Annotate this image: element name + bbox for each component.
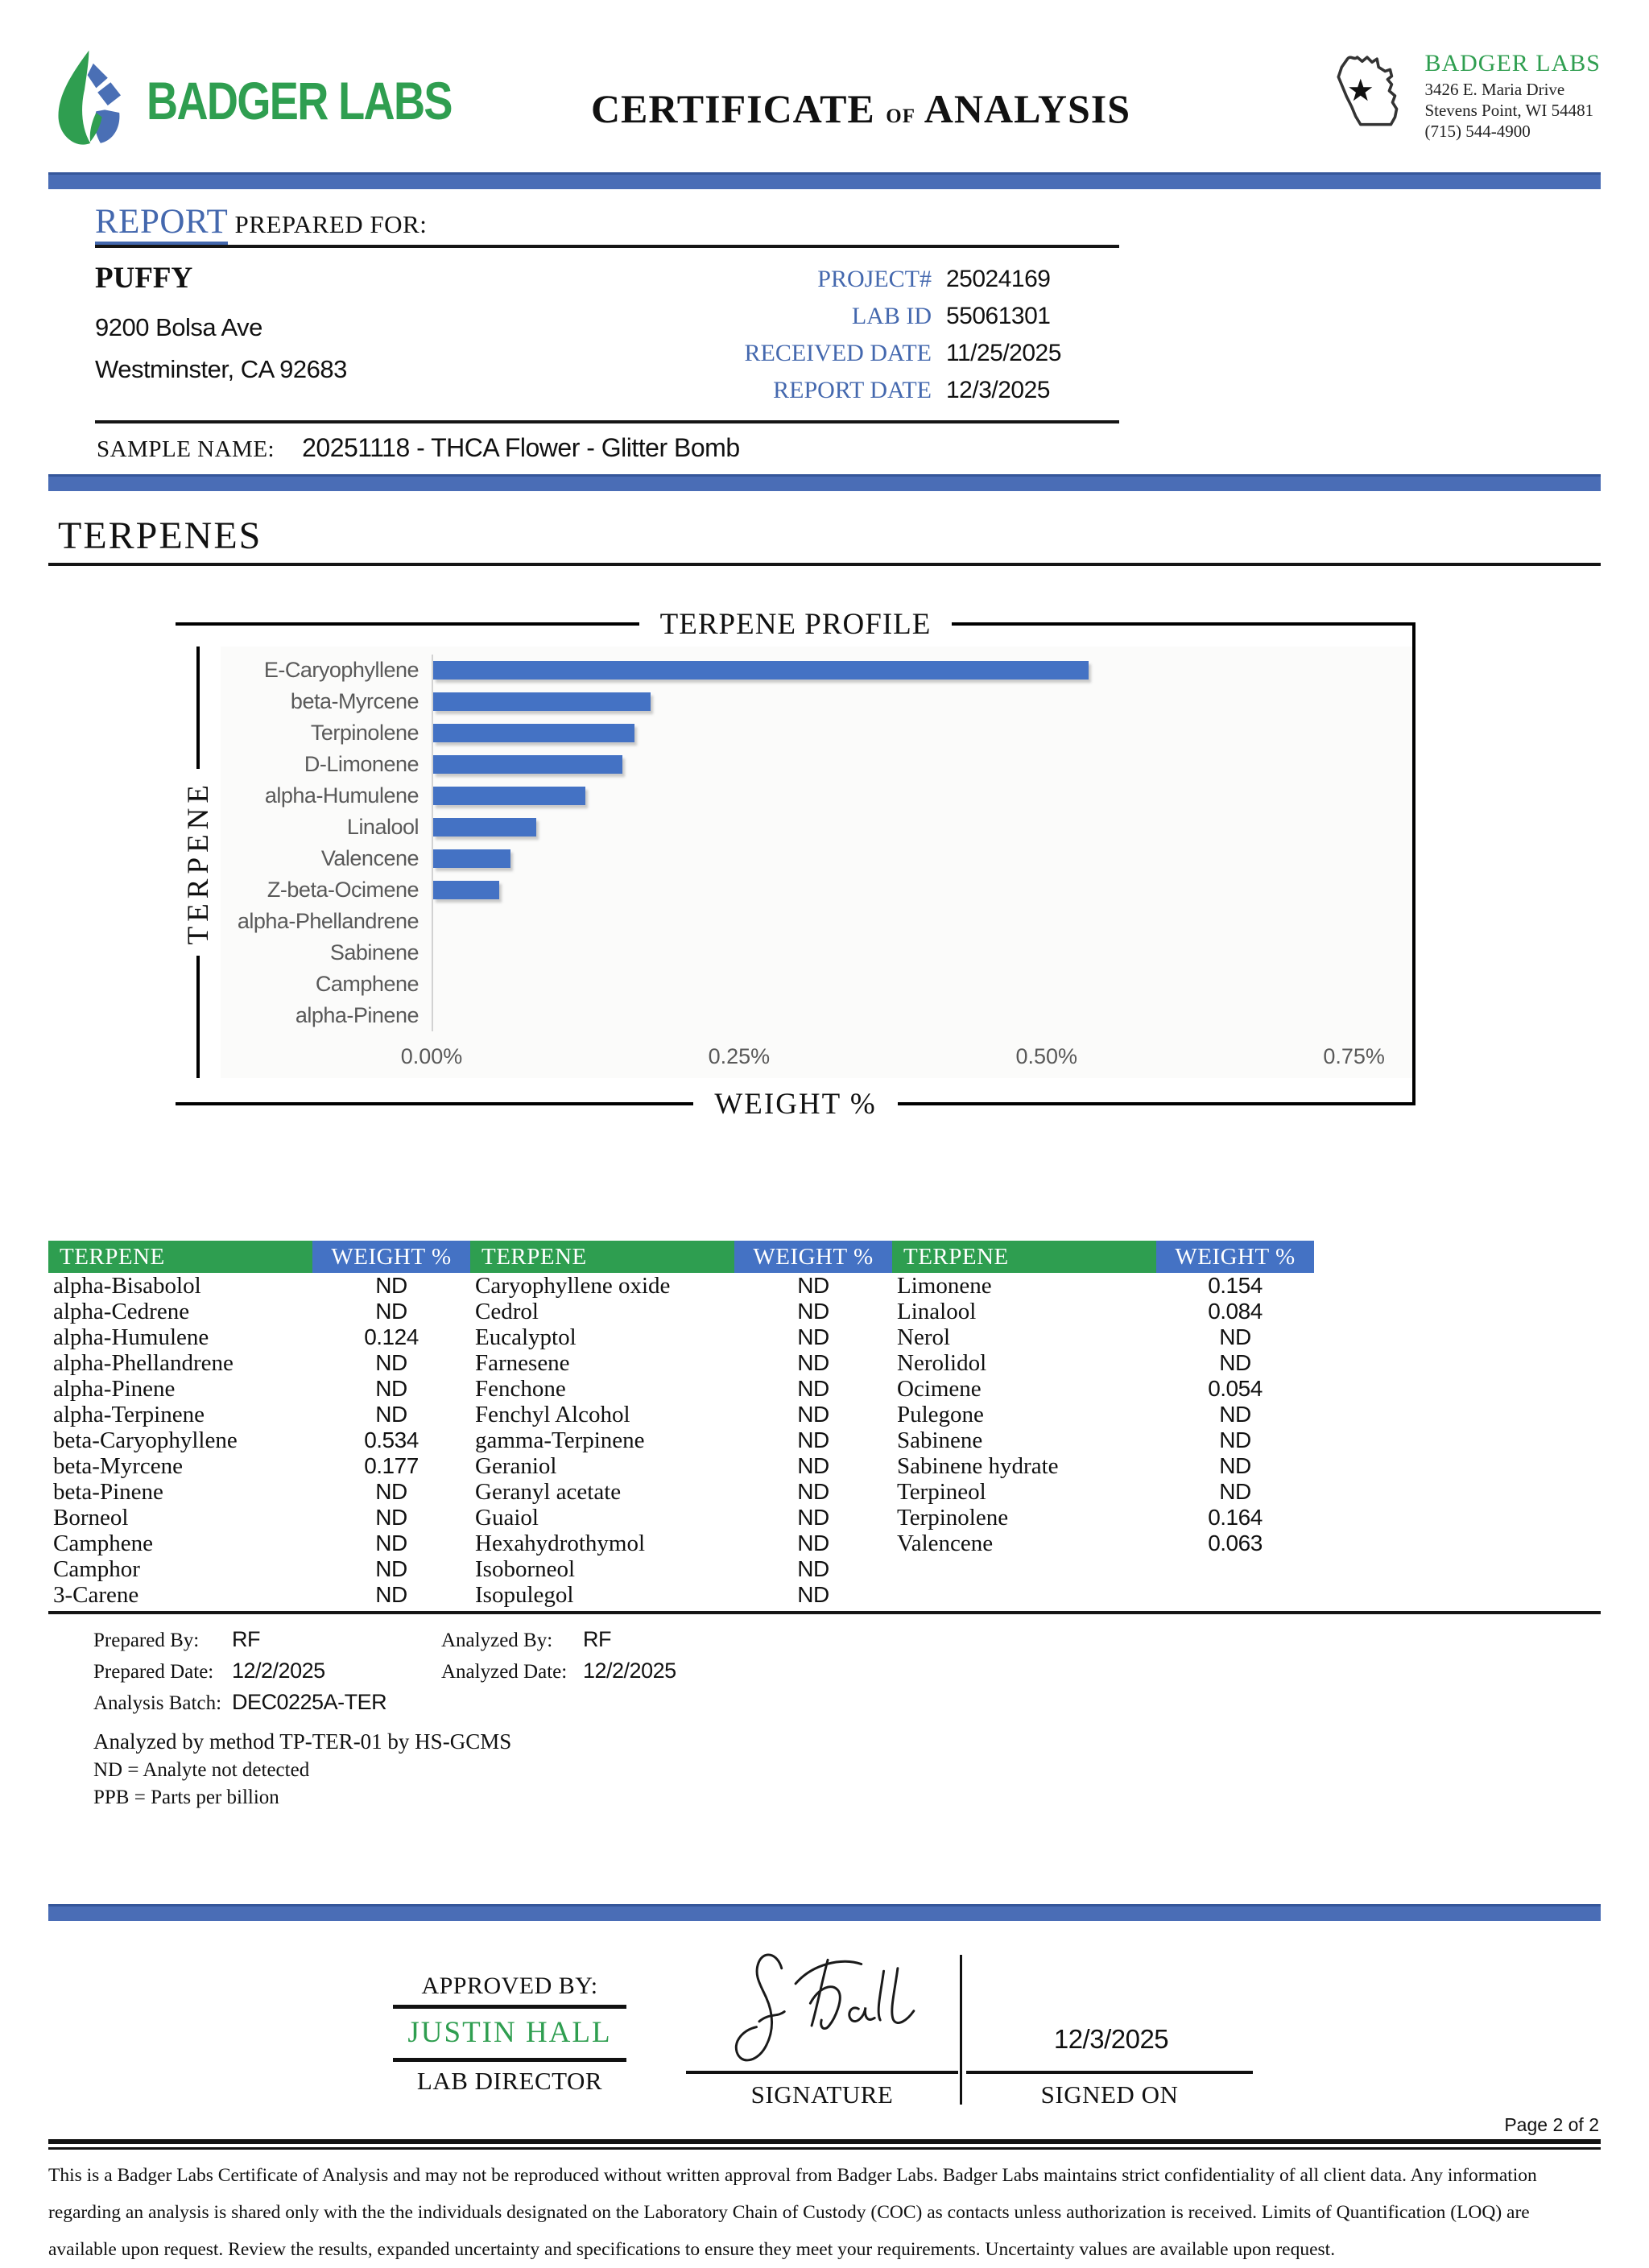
prepared-by-label: Prepared By: [93,1630,200,1651]
terpene-name: alpha-Cedrene [53,1298,190,1324]
chart-category-label: Sabinene [329,940,419,965]
x-tick-label: 0.25% [708,1044,771,1068]
terpene-name: beta-Caryophyllene [53,1427,238,1453]
chart-bar-cell [432,937,1415,969]
rule [48,563,1601,566]
chart-category-label: E-Caryophyllene [263,658,419,682]
lab-name: BADGER LABS [1424,50,1601,76]
terpene-name: gamma-Terpinene [475,1427,645,1453]
column-header-terpene: TERPENE [470,1241,734,1273]
terpene-value: 0.154 [1208,1273,1263,1298]
terpene-value: ND [797,1273,829,1298]
field-value-project: 25024169 [946,266,1051,292]
table-bottom-rule [48,1611,1601,1614]
x-tick-label: 0.00% [400,1044,463,1068]
chart-y-axis-label: TERPENE [181,779,215,945]
chart-title: TERPENE PROFILE [659,607,932,641]
chart-bar-cell [432,906,1415,937]
terpene-name: beta-Pinene [53,1478,163,1505]
terpene-value: ND [375,1479,407,1504]
leaf-logo-icon [48,47,135,154]
terpene-name: Limonene [897,1272,992,1299]
badger-labs-logo [48,47,499,154]
wisconsin-map-icon [1326,48,1416,147]
terpene-value: ND [375,1505,407,1530]
terpene-profile-chart [176,601,1415,1130]
chart-bar-cell [432,749,1415,780]
analyzed-by-label: Analyzed By: [441,1630,553,1651]
terpene-value: ND [797,1479,829,1504]
chart-bar-cell [432,969,1415,1000]
chart-row [221,655,1415,686]
chart-category-label: alpha-Humulene [264,783,419,808]
signature-image [709,1940,958,2077]
terpene-value: ND [797,1453,829,1478]
terpene-value: ND [1219,1324,1251,1349]
client-address-line1: 9200 Bolsa Ave [95,313,262,341]
report-heading [95,202,1119,242]
terpene-name: Hexahydrothymol [475,1530,646,1556]
prepared-date-value: 12/2/2025 [232,1659,325,1683]
terpene-value: ND [1219,1453,1251,1478]
chart-row [221,780,1415,812]
terpene-name: Guaiol [475,1504,539,1531]
chart-border-top-left [176,622,639,626]
chart-border-top-right [952,622,1415,626]
terpene-name: Linalool [897,1298,977,1324]
divider-band-bottom [48,1904,1601,1921]
sample-name-value: 20251118 - THCA Flower - Glitter Bomb [302,433,740,462]
header [0,0,1649,172]
signed-on-line [966,2071,1253,2074]
chart-plot-area [221,647,1415,1078]
field-label-reportdate: REPORT DATE [773,377,932,403]
approval-section [0,1950,1649,2111]
terpene-name: Isopulegol [475,1581,574,1608]
logo-wordmark: BADGER LABS [147,70,452,130]
terpene-value: 0.164 [1208,1505,1263,1530]
terpene-value: ND [797,1531,829,1555]
terpene-value: 0.054 [1208,1376,1263,1401]
chart-row [221,969,1415,1000]
prepared-date-label: Prepared Date: [93,1661,214,1683]
terpene-name: Fenchone [475,1375,566,1402]
terpene-name: Camphene [53,1530,154,1556]
chart-category-label: beta-Myrcene [290,689,419,713]
chart-bar-cell [432,655,1415,686]
chart-row [221,1000,1415,1031]
terpene-name: Cedrol [475,1298,539,1324]
chart-category-label: D-Limonene [304,752,419,776]
lab-phone: (715) 544-4900 [1424,122,1531,141]
method-note: Analyzed by method TP-TER-01 by HS-GCMS [93,1729,512,1754]
terpene-name: Nerolidol [897,1349,987,1376]
field-value-received: 11/25/2025 [946,340,1061,366]
chart-category-label: Valencene [320,846,419,870]
terpene-table [48,1241,1314,1608]
chart-bar [433,881,499,899]
field-label-project: PROJECT# [817,266,932,292]
chart-row [221,717,1415,749]
chart-bar-cell [432,843,1415,874]
column-header-terpene: TERPENE [48,1241,312,1273]
terpene-name: Borneol [53,1504,129,1531]
terpene-value: ND [797,1582,829,1607]
page-number: Page 2 of 2 [1504,2114,1599,2135]
chart-bar-cell [432,812,1415,843]
terpene-value: ND [797,1350,829,1375]
title-analysis: ANALYSIS [924,86,1131,131]
chart-border-left-upper [196,647,200,769]
chart-row [221,874,1415,906]
chart-bar-cell [432,686,1415,717]
terpene-value: ND [1219,1479,1251,1504]
nd-definition: ND = Analyte not detected [93,1759,310,1781]
ppb-definition: PPB = Parts per billion [93,1787,279,1808]
terpene-value: ND [375,1402,407,1427]
analyzed-by-value: RF [583,1627,611,1651]
prepared-by-value: RF [232,1627,260,1651]
chart-category-label: alpha-Phellandrene [237,909,419,933]
terpene-column-body [892,1273,1314,1556]
prepared-for-label: PREPARED FOR: [234,210,428,238]
chart-xticks [400,1036,1415,1078]
terpene-value: 0.084 [1208,1299,1263,1324]
chart-bar-cell [432,717,1415,749]
approval-divider [960,1955,962,2105]
chart-border-left-lower [196,956,200,1078]
chart-bar [433,849,510,868]
disclaimer-text: This is a Badger Labs Certificate of Analysis and may not be reproduced without written approval from Badger Labs. Badger Labs maintains strict confidentiality of all client data. Any information regarding an analysis is shared only with the the individuals designated on the Laboratory Chain of Custody (COC) as contacts unless authorization is received. Limits of Quantification (LOQ) are available upon request. Review the results, expanded uncertainty and specifications to ensure they meet your requirements. Uncertainty values are available upon request. [48,2165,1537,2260]
approved-by-block [393,1973,626,2096]
signature-caption: SIGNATURE [750,2080,894,2109]
field-value-labid: 55061301 [946,303,1051,329]
terpene-value: ND [797,1299,829,1324]
chart-row [221,937,1415,969]
chart-bar [433,787,585,805]
chart-row [221,749,1415,780]
terpene-value: 0.063 [1208,1531,1263,1555]
column-header-terpene: TERPENE [892,1241,1156,1273]
terpene-value: ND [797,1427,829,1452]
terpene-name: Geraniol [475,1452,557,1479]
document-title [499,85,1222,132]
terpene-name: Valencene [897,1530,994,1556]
terpene-value: ND [1219,1402,1251,1427]
terpene-value: ND [797,1376,829,1401]
terpene-name: alpha-Humulene [53,1324,209,1350]
lab-address-line1: 3426 E. Maria Drive [1424,79,1565,99]
chart-bar [433,755,622,774]
divider-band-section [48,474,1601,491]
column-header-weight: WEIGHT % [312,1241,470,1273]
terpene-name: Farnesene [475,1349,570,1376]
chart-row [221,906,1415,937]
terpene-name: alpha-Bisabolol [53,1272,201,1299]
field-value-reportdate: 12/3/2025 [946,377,1050,403]
chart-bar [433,692,651,711]
analysis-notes [93,1627,1649,1809]
field-label-received: RECEIVED DATE [744,340,932,366]
report-label: REPORT [95,203,228,245]
terpene-value: ND [797,1324,829,1349]
terpene-name: Sabinene [897,1427,983,1453]
terpene-name: Caryophyllene oxide [475,1272,671,1299]
x-tick-label: 0.75% [1323,1044,1385,1068]
terpene-value: ND [375,1299,407,1324]
chart-category-label: Terpinolene [310,721,419,745]
chart-rows [221,655,1415,1031]
chart-bar [433,661,1089,680]
chart-border-bottom-right [898,1102,1415,1105]
terpene-name: Ocimene [897,1375,982,1402]
title-certificate: CERTIFICATE [590,86,875,131]
terpene-value: ND [1219,1427,1251,1452]
chart-border-bottom-left [176,1102,693,1105]
divider-band-top [48,172,1601,189]
title-of: of [886,97,915,129]
analysis-batch-label: Analysis Batch: [93,1692,222,1714]
terpene-column-body [48,1273,470,1608]
approver-name: JUSTIN HALL [407,2016,612,2049]
field-label-labid: LAB ID [851,303,932,329]
client-name: PUFFY [95,262,193,295]
terpene-name: Pulegone [897,1401,984,1427]
terpene-value: 0.177 [364,1453,419,1478]
terpene-name: Sabinene hydrate [897,1452,1059,1479]
terpene-name: alpha-Terpinene [53,1401,205,1427]
terpene-name: Nerol [897,1324,951,1350]
terpene-name: Isoborneol [475,1555,576,1582]
terpene-name: Terpinolene [897,1504,1009,1531]
signed-on-caption: SIGNED ON [1040,2080,1179,2109]
chart-row [221,686,1415,717]
terpene-value: 0.124 [364,1324,419,1349]
chart-row [221,812,1415,843]
terpene-name: beta-Myrcene [53,1452,184,1479]
section-title: TERPENES [58,514,262,557]
terpene-value: ND [375,1350,407,1375]
terpene-name: alpha-Pinene [53,1375,176,1402]
rule [393,2058,626,2062]
rule [393,2005,626,2009]
terpene-value: ND [375,1556,407,1581]
chart-category-label: alpha-Pinene [295,1003,419,1027]
terpene-table-column-1 [48,1241,470,1608]
terpene-value: ND [375,1376,407,1401]
sample-name-row [95,423,1119,474]
chart-bar [433,818,536,837]
client-block [95,261,347,409]
chart-bar-cell [432,874,1415,906]
terpene-value: ND [375,1531,407,1555]
column-header-weight: WEIGHT % [734,1241,892,1273]
terpene-name: Terpineol [897,1478,986,1505]
terpene-table-column-2 [470,1241,892,1608]
terpene-value: ND [375,1273,407,1298]
terpene-column-body [470,1273,892,1608]
report-fields [745,261,1119,409]
signature-line [686,2071,958,2074]
lab-address-block [1222,48,1601,147]
terpene-name: Geranyl acetate [475,1478,622,1505]
terpene-name: 3-Carene [53,1581,139,1608]
terpene-name: Fenchyl Alcohol [475,1401,630,1427]
terpene-value: ND [797,1505,829,1530]
chart-category-label: Linalool [346,815,419,839]
client-address-line2: Westminster, CA 92683 [95,355,347,383]
footer-double-rule [48,2139,1601,2150]
chart-bar [433,724,634,742]
column-header-weight: WEIGHT % [1156,1241,1314,1273]
chart-row [221,843,1415,874]
approver-title: LAB DIRECTOR [416,2067,603,2095]
chart-bar-cell [432,1000,1415,1031]
analysis-batch-value: DEC0225A-TER [232,1690,387,1714]
terpene-name: Camphor [53,1555,140,1582]
terpene-value: ND [797,1402,829,1427]
report-section [95,202,1119,474]
terpene-name: alpha-Phellandrene [53,1349,234,1376]
terpene-value: ND [797,1556,829,1581]
x-tick-label: 0.50% [1015,1044,1078,1068]
lab-address-line2: Stevens Point, WI 54481 [1424,100,1594,120]
signed-on-date: 12/3/2025 [1053,2024,1169,2054]
chart-bar-cell [432,780,1415,812]
terpene-table-column-3 [892,1241,1314,1608]
terpene-name: Eucalyptol [475,1324,577,1350]
analyzed-date-label: Analyzed Date: [441,1661,568,1683]
chart-category-label: Camphene [315,972,419,996]
terpene-value: ND [375,1582,407,1607]
terpene-value: 0.534 [364,1427,419,1452]
chart-category-label: Z-beta-Ocimene [267,878,419,902]
analyzed-date-value: 12/2/2025 [583,1659,676,1683]
approved-by-label: APPROVED BY: [421,1973,598,1999]
terpene-value: ND [1219,1350,1251,1375]
sample-name-label: SAMPLE NAME: [97,436,275,462]
chart-x-axis-label: WEIGHT % [714,1087,877,1121]
